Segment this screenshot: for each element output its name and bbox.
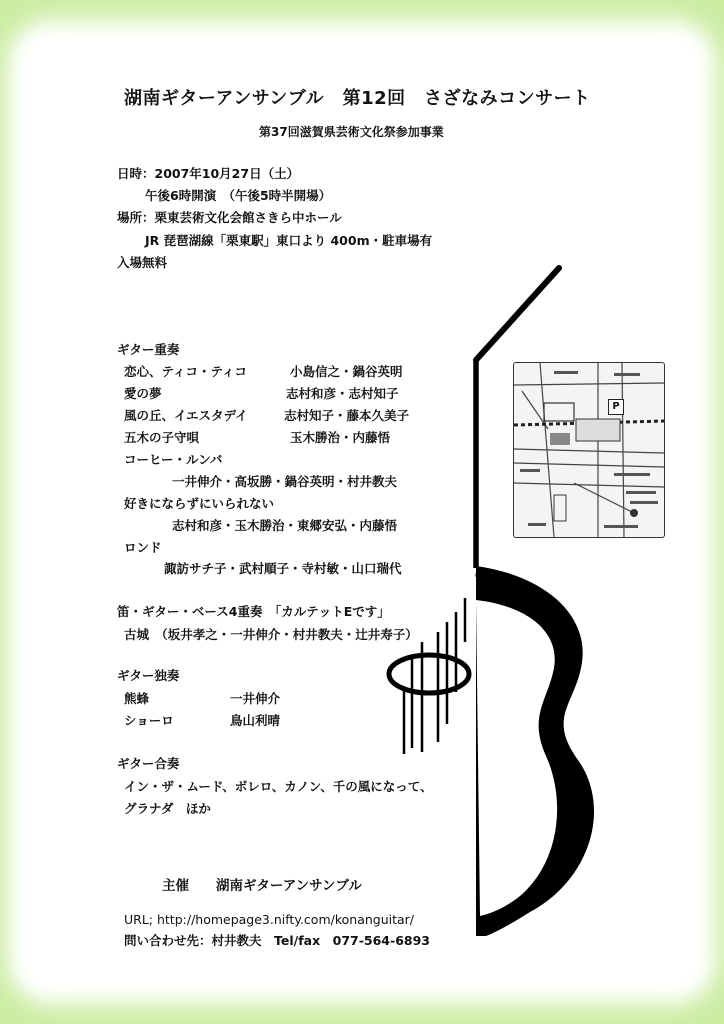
ensemble-performers: 志村和彦・玉木勝治・東郷安弘・内藤悟 xyxy=(172,518,398,533)
ensemble-piece: 恋心、ティコ・ティコ xyxy=(124,364,248,379)
map-parking-icon: P xyxy=(608,399,624,415)
access-map xyxy=(513,362,665,538)
ensemble-performers: 諏訪サチ子・武村順子・寺村敏・山口瑞代 xyxy=(164,561,402,576)
ensemble-piece: ロンド xyxy=(124,540,162,555)
concert-title: 湖南ギターアンサンブル 第12回 さざなみコンサート xyxy=(124,88,591,109)
organizer: 主催 湖南ギターアンサンブル xyxy=(162,878,362,894)
guitar-headstock xyxy=(476,268,559,360)
ensemble-piece: 五木の子守唄 xyxy=(124,430,200,445)
ensemble-performers: 志村和彦・志村知子 xyxy=(286,386,399,401)
tutti-line: グラナダ ほか xyxy=(124,801,211,816)
ensemble-piece: 好きにならずにいられない xyxy=(124,496,275,511)
event-time: 午後6時開演 （午後5時半開場） xyxy=(145,188,332,203)
ensemble-heading: ギター重奏 xyxy=(117,342,180,357)
quartet-heading: 笛・ギター・ベース4重奏 「カルテットEです」 xyxy=(117,604,390,619)
ensemble-performers: 玉木勝治・内藤悟 xyxy=(290,430,391,445)
event-admission: 入場無料 xyxy=(117,255,168,270)
ensemble-piece: 風の丘、イエスタデイ xyxy=(124,408,248,423)
ensemble-performers: 小島信之・鍋谷英明 xyxy=(290,364,403,379)
event-date: 日時：2007年10月27日（土） xyxy=(117,166,300,181)
website-url[interactable]: URL; http://homepage3.nifty.com/konanguitar/ xyxy=(124,912,415,927)
event-venue: 場所：栗東芸術文化会館さきら中ホール xyxy=(117,210,342,225)
solo-performer: 一井伸介 xyxy=(230,691,281,706)
event-access: JR 琵琶湖線「栗東駅」東口より 400m・駐車場有 xyxy=(145,233,433,248)
solo-piece: 熊蜂 xyxy=(124,691,150,706)
solo-performer: 鳥山利晴 xyxy=(230,713,281,728)
tutti-line: イン・ザ・ムード、ボレロ、カノン、千の風になって、 xyxy=(124,779,433,794)
ensemble-performers: 志村知子・藤本久美子 xyxy=(284,408,410,423)
map-drawing xyxy=(514,363,664,537)
ensemble-piece: コーヒー・ルンバ xyxy=(124,452,223,467)
quartet-line: 古城 （坂井孝之・一井伸介・村井教夫・辻井寿子） xyxy=(124,627,418,642)
guitar-strings xyxy=(404,598,465,754)
solo-heading: ギター独奏 xyxy=(117,668,180,683)
ensemble-performers: 一井伸介・高坂勝・鍋谷英明・村井教夫 xyxy=(172,474,398,489)
solo-piece: ショーロ xyxy=(124,713,174,728)
tutti-heading: ギター合奏 xyxy=(117,756,180,771)
concert-subtitle: 第37回滋賀県芸術文化祭参加事業 xyxy=(259,125,444,139)
ensemble-piece: 愛の夢 xyxy=(124,386,162,401)
contact-info: 問い合わせ先：村井教夫 Tel/fax 077-564-6893 xyxy=(124,933,430,948)
